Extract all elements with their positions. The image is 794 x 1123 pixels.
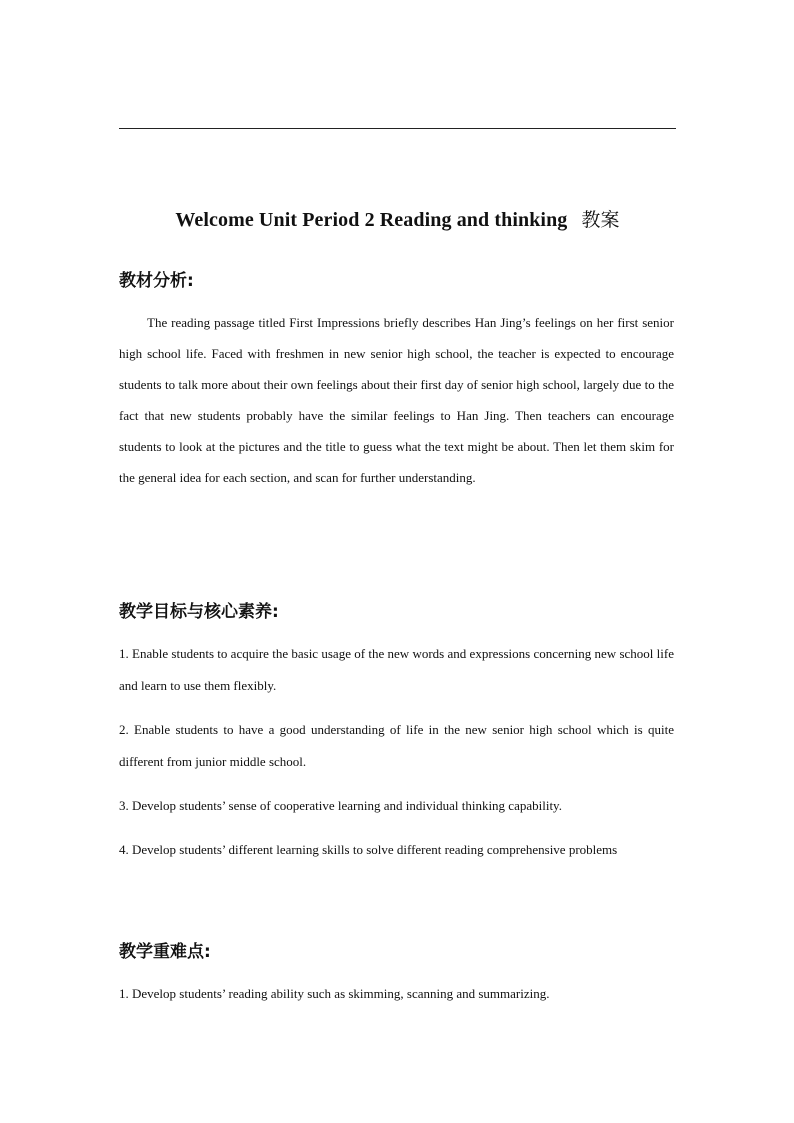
objective-item-3: 3. Develop students’ sense of cooperative learning and individual thinking capability. bbox=[119, 798, 562, 813]
header-rule bbox=[119, 128, 676, 129]
document-title-cn: 教案 bbox=[581, 209, 620, 231]
section-heading-key-difficulties: 教学重难点: bbox=[119, 942, 211, 962]
key-difficulty-item-1: 1. Develop students’ reading ability such as skimming, scanning and summarizing. bbox=[119, 986, 550, 1001]
document-title bbox=[119, 205, 676, 232]
document-title-en: Welcome Unit Period 2 Reading and thinking bbox=[175, 209, 568, 231]
objective-item-4: 4. Develop students’ different learning skills to solve different reading comprehensive problems bbox=[119, 842, 618, 857]
textbook-analysis-paragraph: The reading passage titled First Impressions briefly describes Han Jing’s feelings on her first senior high school life. Faced with freshmen in new senior high school, the teacher is expected to encourage students to talk more about their own feelings about their first day of senior high school, largely due to the fact that new students probably have the similar feelings to Han Jing. Then teachers can encourage students to look at the pictures and the title to guess what the text might be about. Then let them skim for the general idea for each section, and scan for further understanding. bbox=[119, 315, 674, 485]
objective-item-2: 2. Enable students to have a good understanding of life in the new senior high school which is quite different from junior middle school. bbox=[119, 722, 674, 769]
objective-item-1: 1. Enable students to acquire the basic usage of the new words and expressions concerning new school life and learn to use them flexibly. bbox=[119, 646, 674, 693]
section-heading-objectives: 教学目标与核心素养: bbox=[119, 602, 279, 622]
section-heading-textbook-analysis: 教材分析: bbox=[119, 271, 194, 291]
